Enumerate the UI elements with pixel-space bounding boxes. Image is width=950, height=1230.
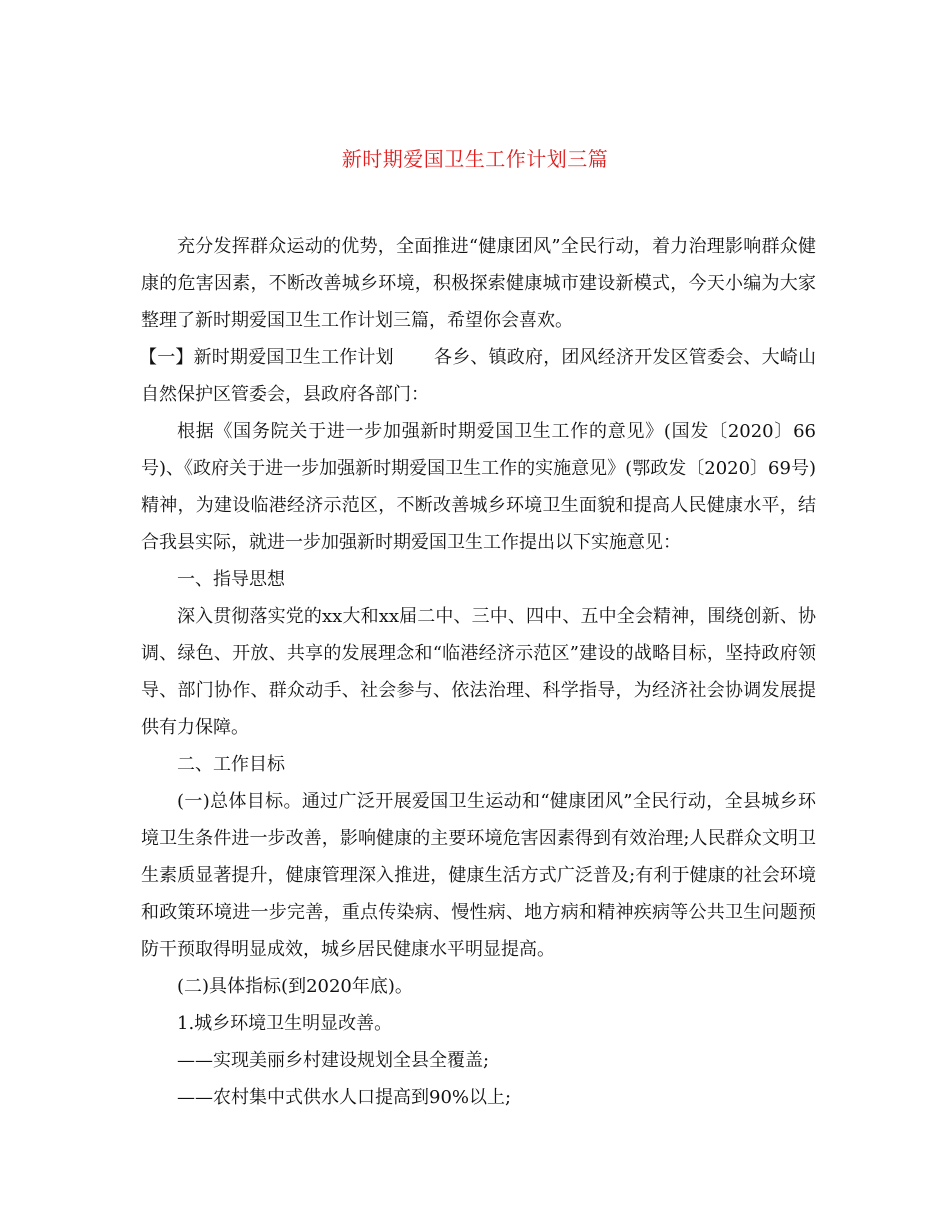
section-one-paragraph xyxy=(141,339,816,413)
basis-paragraph: 根据《国务院关于进一步加强新时期爱国卫生工作的意见》(国发〔2020〕66号)、《政府关于进一步加强新时期爱国卫生工作的实施意见》(鄂政发〔2020〕69号)精神，为建设临港经济示范区，不断改善城乡环境卫生面貌和提高人民健康水平，结合我县实际，就进一步加强新时期爱国卫生工作提出以下实施意见： xyxy=(141,421,816,553)
section-one-recipients: 各乡、镇政府，团风经济开发区管委会、大崎山自然保护区管委会，县政府各部门： xyxy=(141,347,817,405)
item-one-paragraph: 1.城乡环境卫生明显改善。 xyxy=(177,1013,393,1034)
item-one-a-paragraph: ——实现美丽乡村建设规划全县全覆盖; xyxy=(177,1050,490,1071)
overall-goal-paragraph: (一)总体目标。通过广泛开展爱国卫生运动和“健康团风”全民行动，全县城乡环境卫生条件进一步改善，影响健康的主要环境危害因素得到有效治理;人民群众文明卫生素质显著提升，健康管理深入推进，健康生活方式广泛普及;有利于健康的社会环境和政策环境进一步完善，重点传染病、慢性病、地方病和精神疾病等公共卫生问题预防干预取得明显成效，城乡居民健康水平明显提高。 xyxy=(141,791,816,960)
heading-work-goals: 二、工作目标 xyxy=(177,754,285,775)
guiding-paragraph: 深入贯彻落实党的xx大和xx届二中、三中、四中、五中全会精神，围绕创新、协调、绿色、开放、共享的发展理念和“临港经济示范区”建设的战略目标，坚持政府领导、部门协作、群众动手、社会参与、依法治理、科学指导，为经济社会协调发展提供有力保障。 xyxy=(141,606,816,738)
section-one-label: 【一】新时期爱国卫生工作计划 xyxy=(139,347,394,368)
intro-paragraph: 充分发挥群众运动的优势，全面推进“健康团风”全民行动，着力治理影响群众健康的危害因素，不断改善城乡环境，积极探索健康城市建设新模式，今天小编为大家整理了新时期爱国卫生工作计划三篇，希望你会喜欢。 xyxy=(141,236,816,331)
document-title: 新时期爱国卫生工作计划三篇 xyxy=(341,147,609,171)
specific-indicators-paragraph: (二)具体指标(到2020年底)。 xyxy=(177,976,413,997)
heading-guiding-thought: 一、指导思想 xyxy=(177,569,285,590)
item-one-b-paragraph: ——农村集中式供水人口提高到90%以上; xyxy=(177,1087,512,1108)
document-body xyxy=(141,228,816,1116)
